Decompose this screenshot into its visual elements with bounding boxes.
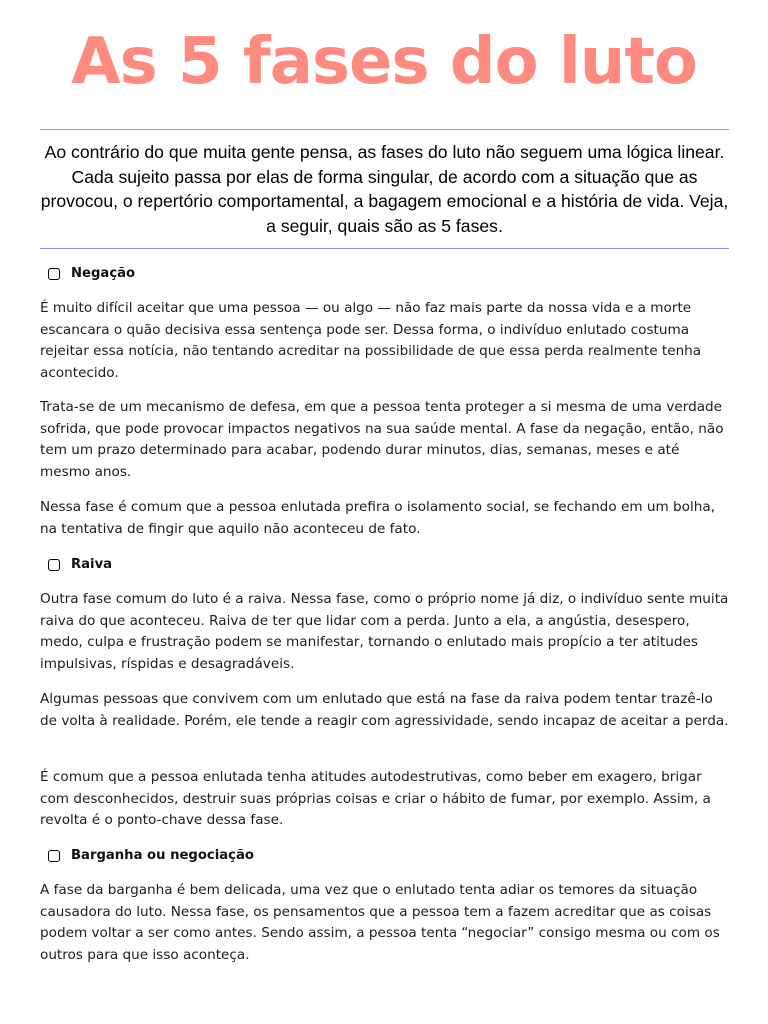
section-paragraph: É muito difícil aceitar que uma pessoa — ou algo — não faz mais parte da nossa vida e a morte escancara o quão decisiva essa sentença pode ser. Dessa forma, o indivíduo enlutado costuma rejeitar essa notícia, não tentando acreditar na possibilidade de que essa perda realmente tenha acontecido. [40, 300, 702, 381]
page-title: As 5 fases do luto [71, 25, 697, 99]
section-heading-label: Negação [71, 266, 136, 281]
section-paragraph: É comum que a pessoa enlutada tenha atitudes autodestrutivas, como beber em exagero, brigar com desconhecidos, destruir suas próprias coisas e criar o hábito de fumar, por exemplo. Assim, a revolta é o ponto-chave dessa fase. [40, 769, 711, 829]
section-paragraph: Trata-se de um mecanismo de defesa, em que a pessoa tenta proteger a si mesma de uma verdade sofrida, que pode provocar impactos negativos na sua saúde mental. A fase da negação, então, não tem um prazo determinado para acabar, podendo durar minutos, dias, semanas, meses e até mesmo anos. [40, 399, 724, 480]
checkbox-icon [48, 268, 60, 280]
section-heading-label: Barganha ou negociação [71, 848, 254, 863]
top-divider [40, 129, 729, 130]
section-paragraph: Nessa fase é comum que a pessoa enlutada prefira o isolamento social, se fechando em um bolha, na tentativa de fingir que aquilo não aconteceu de fato. [40, 499, 716, 537]
section-paragraph: Algumas pessoas que convivem com um enlutado que está na fase da raiva podem tentar trazê-lo de volta à realidade. Porém, ele tende a reagir com agressividade, sendo incapaz de aceitar a perda. [40, 691, 729, 729]
bottom-divider [40, 248, 729, 249]
section-paragraph: A fase da barganha é bem delicada, uma vez que o enlutado tenta adiar os temores da situação causadora do luto. Nessa fase, os pensamentos que a pessoa tem a fazem acreditar que as coisas podem voltar a ser como antes. Sendo assim, a pessoa tenta “negociar” consigo mesma ou com os outros para que isso aconteça. [40, 882, 720, 963]
intro-paragraph: Ao contrário do que muita gente pensa, as fases do luto não seguem uma lógica linear. Cada sujeito passa por elas de forma singular, de acordo com a situação que as provocou, o repertório comportamental, a bagagem emocional e a história de vida. Veja, a seguir, quais são as 5 fases. [40, 142, 729, 236]
checkbox-icon [48, 850, 60, 862]
section-heading-label: Raiva [71, 557, 113, 572]
section-heading-negacao [48, 267, 135, 280]
checkbox-icon [48, 559, 60, 571]
section-paragraph: Outra fase comum do luto é a raiva. Nessa fase, como o próprio nome já diz, o indivíduo sente muita raiva do que aconteceu. Raiva de ter que lidar com a perda. Junto a ela, a angústia, desespero, medo, culpa e frustração podem se manifestar, tornando o enlutado mais propício a ter atitudes impulsivas, ríspidas e desagradáveis. [40, 591, 729, 672]
section-heading-raiva [48, 558, 112, 571]
section-heading-barganha [48, 849, 254, 862]
